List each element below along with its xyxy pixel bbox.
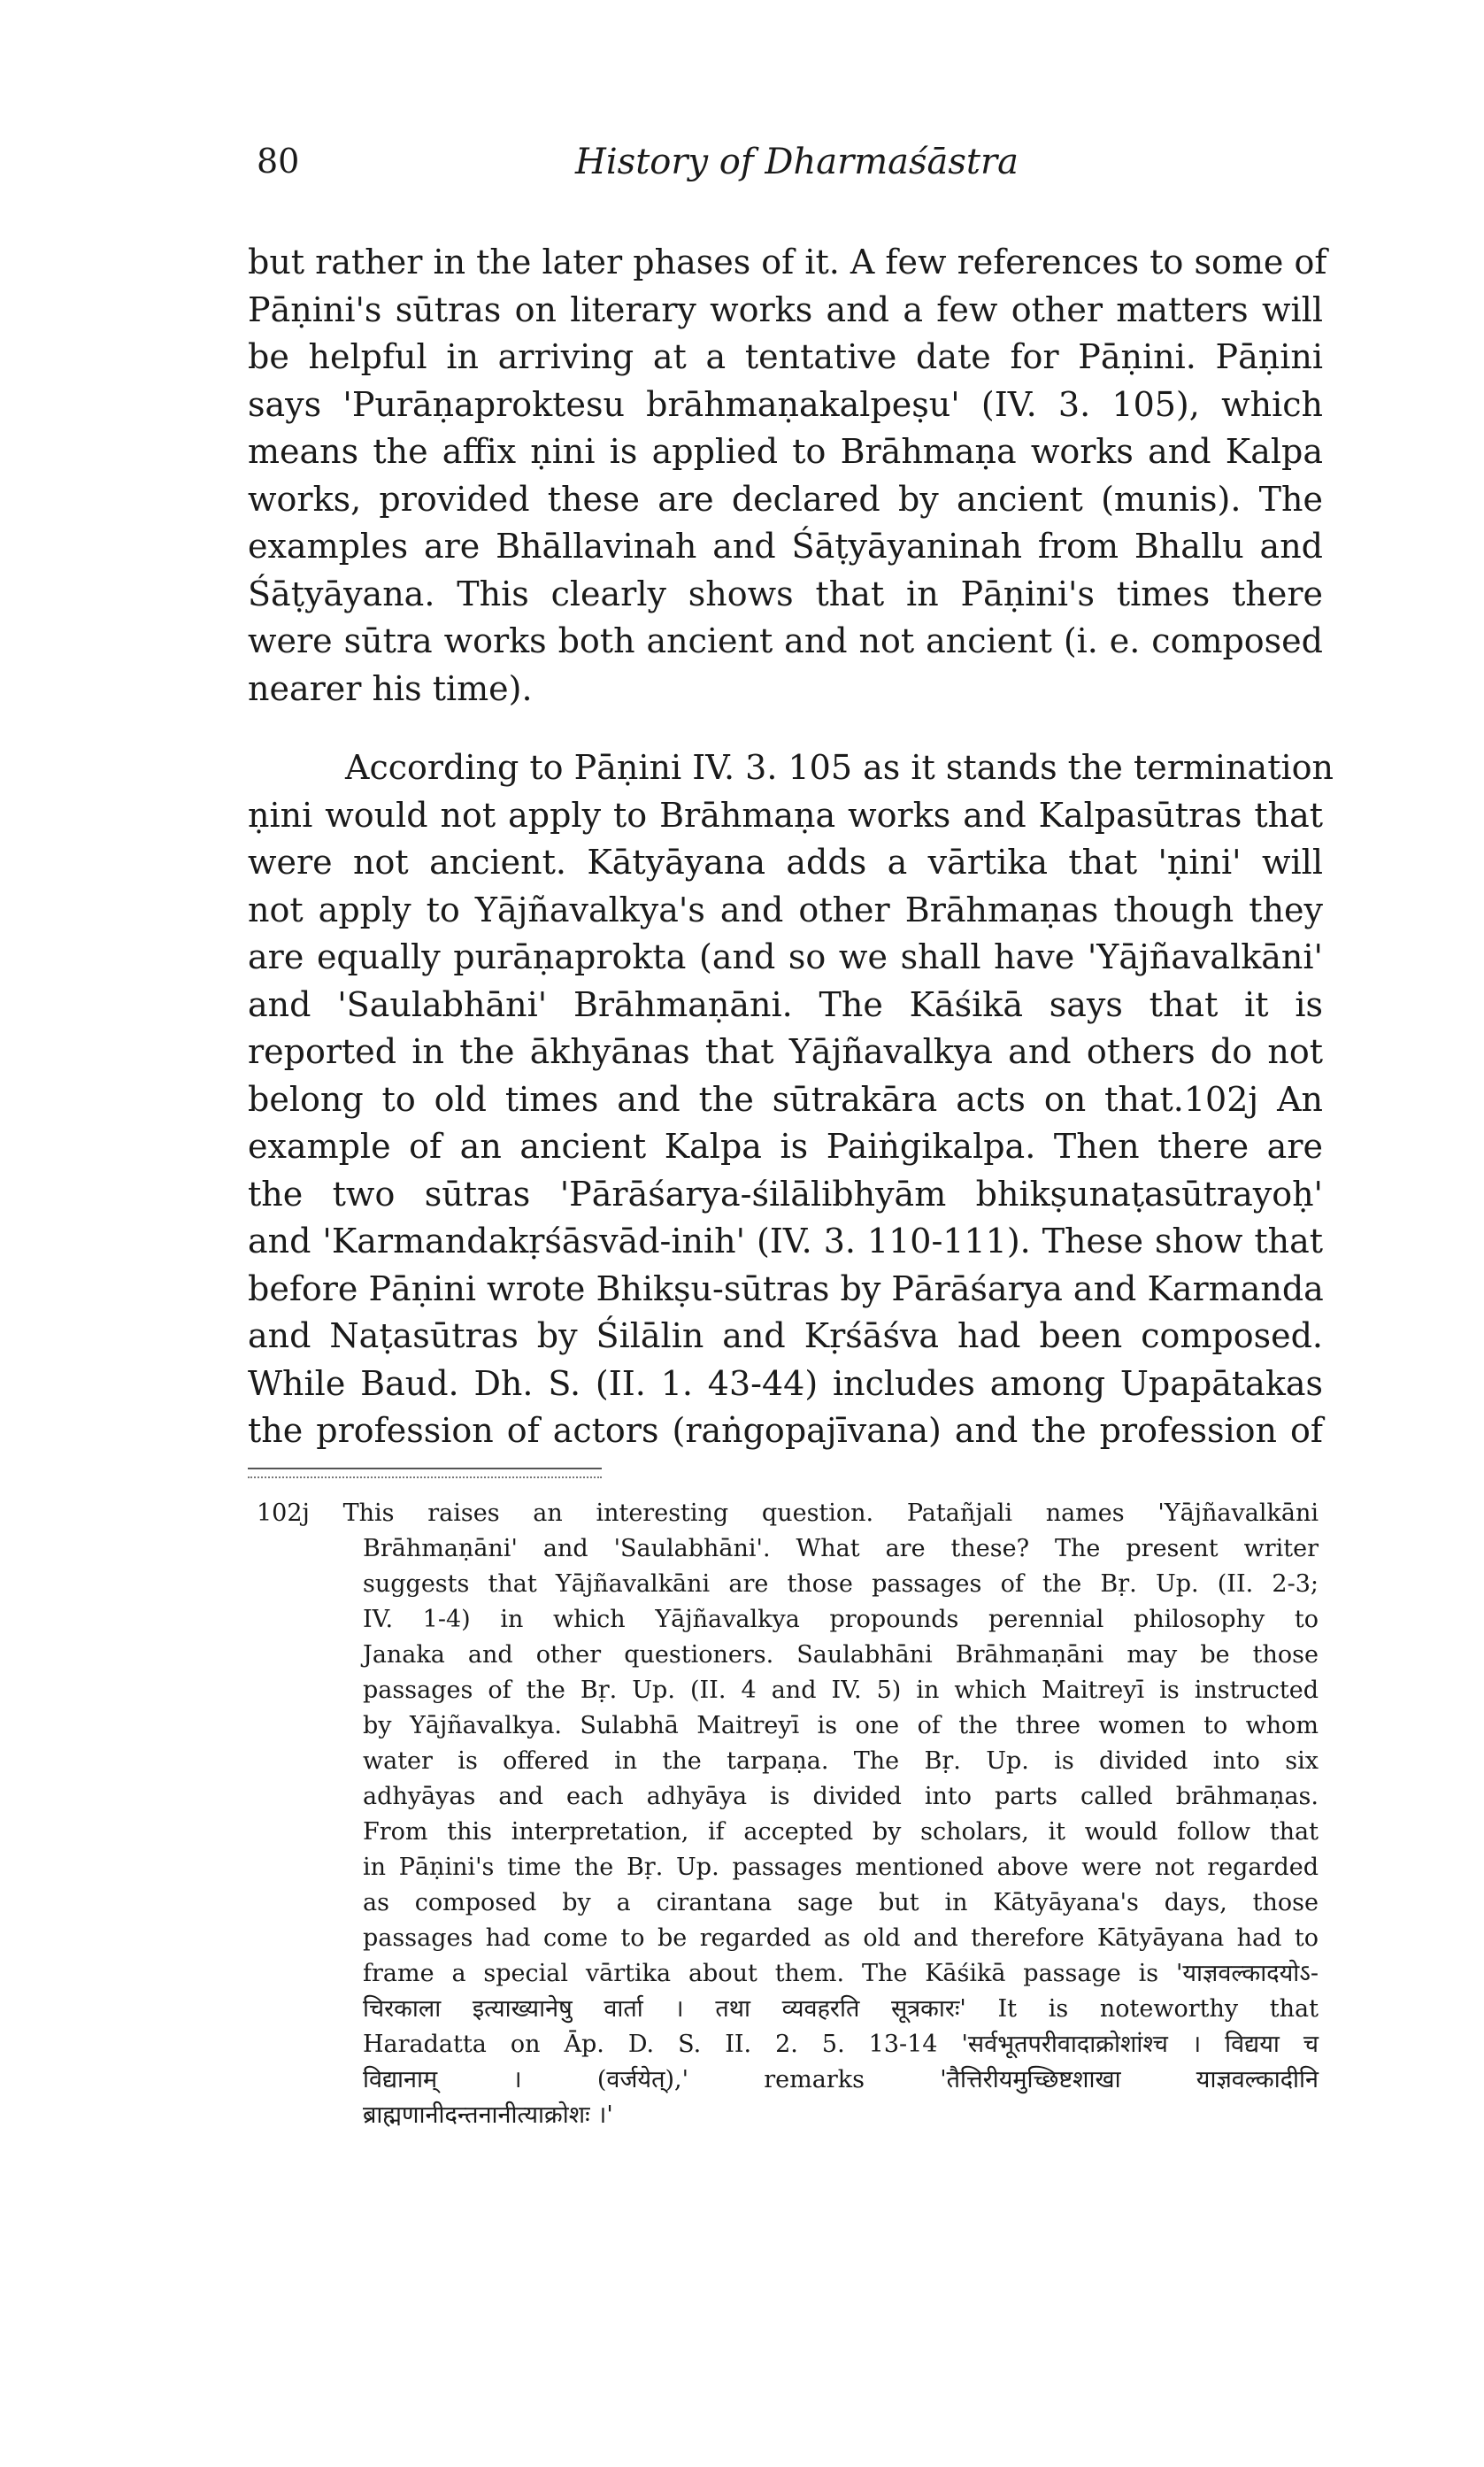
footnote-line: From this interpretation, if accepted by scholars, it would follow that bbox=[363, 1818, 1319, 1846]
body-line: Śāṭyāyana. This clearly shows that in Pāṇini's times there bbox=[248, 574, 1323, 613]
footnote-block bbox=[257, 1496, 1319, 2133]
footnote-line: suggests that Yājñavalkāni are those passages of the Bṛ. Up. (II. 2-3; bbox=[363, 1570, 1319, 1598]
body-line: and 'Karmandakṛśāsvād-inih' (IV. 3. 110-111). These show that bbox=[248, 1222, 1323, 1260]
running-title: History of Dharmaśāstra bbox=[575, 142, 1019, 182]
body-line: but rather in the later phases of it. A few references to some of bbox=[248, 243, 1327, 281]
footnote-line: Brāhmaṇāni' and 'Saulabhāni'. What are these? The present writer bbox=[363, 1535, 1319, 1562]
footnote-line: passages had come to be regarded as old and therefore Kātyāyana had to bbox=[363, 1924, 1319, 1952]
body-line: the profession of actors (raṅgopajīvana) and the profession of bbox=[248, 1411, 1323, 1450]
footnote-line: 102j This raises an interesting question. Patañjali names 'Yājñavalkāni bbox=[257, 1499, 1319, 1527]
body-line: means the affix ṇini is applied to Brāhmaṇa works and Kalpa bbox=[248, 432, 1323, 471]
footnote-line: frame a special vārtika about them. The Kāśikā passage is 'याज्ञवल्कादयोऽ- bbox=[363, 1960, 1319, 1987]
page-header bbox=[257, 142, 1319, 195]
footnote-line: passages of the Bṛ. Up. (II. 4 and IV. 5) in which Maitreyī is instructed bbox=[363, 1677, 1319, 1704]
main-text bbox=[248, 239, 1334, 1455]
footnote-line: ब्राह्मणानीदन्तनानीत्याक्रोशः ।' bbox=[363, 2101, 613, 2129]
body-line: belong to old times and the sūtrakāra acts on that.102j An bbox=[248, 1079, 1323, 1119]
footnote-line: Haradatta on Āp. D. S. II. 2. 5. 13-14 'सर्वभूतपरीवादाक्रोशांश्च । विद्यया च bbox=[363, 2031, 1319, 2058]
body-line: examples are Bhāllavinah and Śāṭyāyaninah from Bhallu and bbox=[248, 527, 1323, 566]
body-line: While Baud. Dh. S. (II. 1. 43-44) includes among Upapātakas bbox=[248, 1363, 1323, 1403]
footnote-line: IV. 1-4) in which Yājñavalkya propounds perennial philosophy to bbox=[363, 1606, 1319, 1633]
body-line: were sūtra works both ancient and not ancient (i. e. composed bbox=[248, 621, 1323, 660]
footnote-line: by Yājñavalkya. Sulabhā Maitreyī is one of the three women to whom bbox=[363, 1712, 1319, 1739]
body-line: says 'Purāṇaproktesu brāhmaṇakalpeṣu' (IV. 3. 105), which bbox=[248, 384, 1323, 424]
footnote-line: in Pāṇini's time the Bṛ. Up. passages mentioned above were not regarded bbox=[363, 1854, 1319, 1881]
footnote-line: चिरकाला इत्याख्यानेषु वार्ता । तथा व्यवहरति सूत्रकारः' It is noteworthy that bbox=[363, 1995, 1319, 2023]
body-line: works, provided these are declared by ancient (munis). The bbox=[248, 479, 1323, 519]
body-line: example of an ancient Kalpa is Paiṅgikalpa. Then there are bbox=[248, 1127, 1323, 1166]
page-number: 80 bbox=[257, 142, 300, 181]
body-line: and Naṭasūtras by Śilālin and Kṛśāśva had been composed. bbox=[248, 1316, 1323, 1355]
body-line: According to Pāṇini IV. 3. 105 as it stands the termination bbox=[345, 748, 1334, 787]
body-line: be helpful in arriving at a tentative date for Pāṇini. Pāṇini bbox=[248, 337, 1323, 376]
footnote-divider bbox=[248, 1468, 602, 1478]
footnote-line: विद्यानाम् । (वर्जयेत्),' remarks 'तैत्तिरीयमुच्छिष्टशाखा याज्ञवल्कादीनि bbox=[363, 2066, 1319, 2093]
body-line: ṇini would not apply to Brāhmaṇa works and Kalpasūtras that bbox=[248, 795, 1323, 835]
footnote-line: Janaka and other questioners. Saulabhāni Brāhmaṇāni may be those bbox=[363, 1641, 1319, 1669]
body-line: Pāṇini's sūtras on literary works and a few other matters will bbox=[248, 289, 1323, 329]
body-line: nearer his time). bbox=[248, 668, 533, 708]
body-line: before Pāṇini wrote Bhikṣu-sūtras by Pārāśarya and Karmanda bbox=[248, 1268, 1324, 1308]
body-line: are equally purāṇaprokta (and so we shall have 'Yājñavalkāni' bbox=[248, 937, 1323, 976]
body-line: were not ancient. Kātyāyana adds a vārtika that 'ṇini' will bbox=[248, 843, 1323, 882]
footnote-line: as composed by a cirantana sage but in Kātyāyana's days, those bbox=[363, 1889, 1319, 1916]
body-line: the two sūtras 'Pārāśarya-śilālibhyām bhikṣunaṭasūtrayoḥ' bbox=[248, 1174, 1323, 1214]
footnote-line: water is offered in the tarpaṇa. The Bṛ. Up. is divided into six bbox=[363, 1747, 1319, 1775]
body-line: and 'Saulabhāni' Brāhmaṇāni. The Kāśikā says that it is bbox=[248, 984, 1323, 1024]
footnote-line: adhyāyas and each adhyāya is divided into parts called brāhmaṇas. bbox=[363, 1783, 1319, 1810]
body-line: reported in the ākhyānas that Yājñavalkya and others do not bbox=[248, 1032, 1323, 1071]
body-line: not apply to Yājñavalkya's and other Brāhmaṇas though they bbox=[248, 890, 1323, 929]
